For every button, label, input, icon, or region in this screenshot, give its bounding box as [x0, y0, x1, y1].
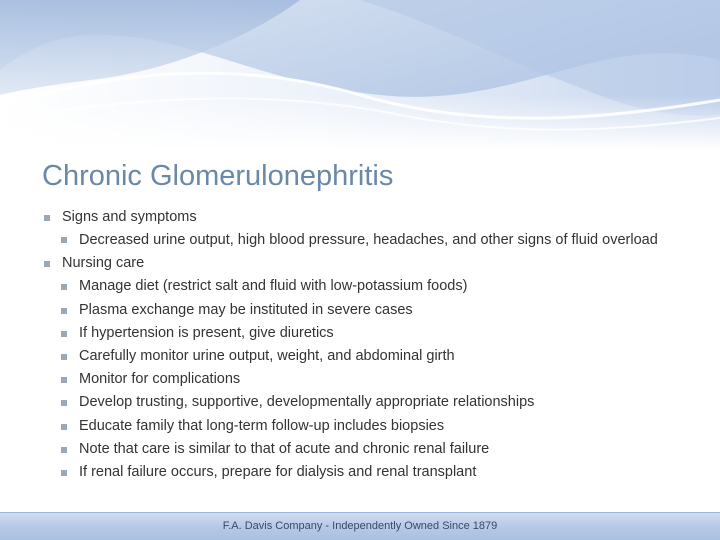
square-bullet-icon	[61, 377, 67, 383]
bullet-item	[42, 252, 682, 275]
square-bullet-icon	[61, 237, 67, 243]
bullet-item	[42, 345, 682, 368]
bullet-item	[42, 368, 682, 391]
bullet-text: Decreased urine output, high blood pressure, headaches, and other signs of fluid overload	[79, 232, 658, 249]
square-bullet-icon	[61, 424, 67, 430]
bullet-text: Educate family that long-term follow-up includes biopsies	[79, 417, 445, 434]
square-bullet-icon	[61, 447, 67, 453]
bullet-text: If hypertension is present, give diuretics	[79, 324, 334, 341]
square-bullet-icon	[61, 331, 67, 337]
bullet-item	[42, 415, 682, 438]
bullet-text: Nursing care	[62, 255, 145, 272]
bullet-text: Carefully monitor urine output, weight, and abdominal girth	[79, 348, 455, 365]
bullet-item	[42, 206, 682, 229]
slide-title: Chronic Glomerulonephritis	[42, 160, 394, 192]
bullet-list	[42, 206, 682, 484]
bullet-item	[42, 275, 682, 298]
square-bullet-icon	[61, 308, 67, 314]
bullet-item	[42, 391, 682, 414]
bullet-text: Monitor for complications	[79, 371, 241, 388]
bullet-text: Develop trusting, supportive, developmentally appropriate relationships	[79, 394, 535, 411]
bullet-text: If renal failure occurs, prepare for dialysis and renal transplant	[79, 464, 477, 481]
footer-text: F.A. Davis Company - Independently Owned Since 1879	[222, 520, 498, 532]
bullet-text: Plasma exchange may be instituted in severe cases	[79, 301, 413, 318]
bullet-item	[42, 299, 682, 322]
bullet-text: Manage diet (restrict salt and fluid with low-potassium foods)	[79, 278, 468, 295]
bullet-item	[42, 438, 682, 461]
bullet-item	[42, 229, 682, 252]
bullet-item	[42, 322, 682, 345]
square-bullet-icon	[44, 261, 50, 267]
bullet-text: Signs and symptoms	[62, 209, 197, 225]
bullet-text: Note that care is similar to that of acute and chronic renal failure	[79, 440, 490, 457]
header-wave-graphic	[0, 0, 720, 150]
bullet-item	[42, 461, 682, 484]
square-bullet-icon	[61, 400, 67, 406]
square-bullet-icon	[61, 284, 67, 290]
square-bullet-icon	[44, 215, 50, 221]
square-bullet-icon	[61, 470, 67, 476]
square-bullet-icon	[61, 354, 67, 360]
